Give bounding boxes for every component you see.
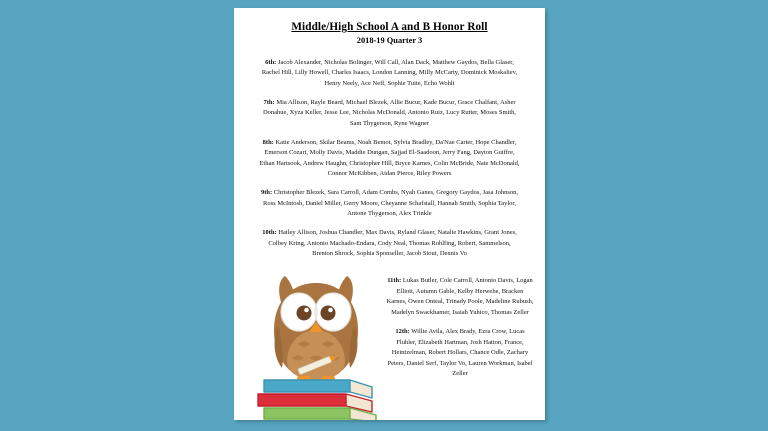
grade-names-7th: Mia Allison, Rayle Beard, Michael Blezek, Allie Bucur, Kade Bucur, Grace Chalfant, Asher Donahue, Xyza Keller, Jesse Lee, Nicholas McDonald, Antonio Ruiz, Lucy Rutter, Moses Smith, Sam Thygerson, Ryne Wagner	[262, 98, 517, 127]
grade-entry-6th	[258, 58, 521, 90]
page-title: Middle/High School A and B Honor Roll	[291, 21, 488, 33]
grade-list-left	[234, 58, 545, 260]
grade-names-12th: Willie Avila, Alex Brady, Ezra Crow, Lucas Fluhler, Elizabeth Hartman, Josh Hatton, France, Heintzelman, Robert Hollars, Chance Odle, Zachary Peters, Daniel Serf, Taylor Vo, Lauren Workman, Isabel Zeller	[387, 328, 533, 378]
grade-names-10th: Hailey Allison, Joshua Chandler, Max Davis, Ryland Glaser, Natalie Hawkins, Grant Jones, Colbey Kring, Antonio Machado-Endara, Cody Neal, Thomas Rohlfing, Robert, Sammelson, Brenton Shrock, Sophia Sponseller, Jacob Stout, Dennis Vo	[268, 229, 517, 258]
grade-label-8th: 8th:	[262, 138, 274, 146]
grade-label-6th: 6th:	[265, 58, 277, 66]
document-page	[234, 8, 545, 420]
grade-entry-7th	[258, 98, 521, 130]
title-block	[234, 21, 545, 47]
owl-on-books-icon	[250, 270, 382, 420]
grade-entry-12th	[386, 327, 534, 380]
page-subtitle: 2018-19 Quarter 3	[356, 36, 423, 46]
grade-names-6th: Jacob Alexander, Nicholas Bolinger, Will Call, Alan Dack, Matthew Gaydos, Bella Glaser, Rachel Hill, Lilly Howell, Charles Isaacs, London Lanning, Milly McCarty, Dominick Moskaliev, Henry Neely, Ace Neff, Sophie Tuite, Echo Wohlt	[261, 58, 518, 87]
grade-label-10th: 10th:	[262, 229, 277, 237]
grade-label-11th: 11th:	[387, 277, 402, 285]
grade-label-12th: 12th:	[395, 328, 410, 336]
grade-entry-10th	[258, 228, 521, 260]
lower-section	[234, 268, 545, 420]
grade-list-right	[386, 268, 534, 389]
grade-entry-8th	[258, 138, 521, 180]
document-content	[234, 8, 545, 420]
grade-names-9th: Christopher Blezek, Sara Carroll, Adam Combs, Nyah Ganes, Gregory Gaydos, Jasa Johnson, Ross McIntosh, Daniel Miller, Gerry Moore, Cheyanne Schafstall, Hannah Smith, Sophia Taylor, Antone Thygerson, Alex Trinkle	[263, 189, 519, 218]
grade-entry-9th	[258, 188, 521, 220]
grade-label-9th: 9th:	[260, 189, 273, 197]
grade-entry-11th	[386, 276, 534, 318]
grade-names-11th: Lukas Butler, Cole Carroll, Antonio Davis, Logan Elliott, Autumn Gable, Kelby Herwehe, Bracken Karnes, Owen Onteal, Trinady Poole, Madeline Rubush, Madelyn Swackhamer, Isaiah Yuhico, Thomas Zeller	[386, 277, 534, 316]
grade-names-8th: Katie Anderson, Skilar Beams, Noah Bemot, Sylvia Bradley, Da'Nae Carter, Hope Chandler, Emerson Cozart, Molly Davis, Maddie Dungan, Sajjad El-Saadoon, Jerry Fang, Dayton Guiffre, Ethan Hartsook, Andrew Haughn, Christopher Hill, Bryce Karnes, Colin McBride, Nate McDonald, Connor McKibben, Aidan Pierce, Riley Powers	[259, 138, 520, 178]
grade-label-7th: 7th:	[263, 98, 275, 106]
